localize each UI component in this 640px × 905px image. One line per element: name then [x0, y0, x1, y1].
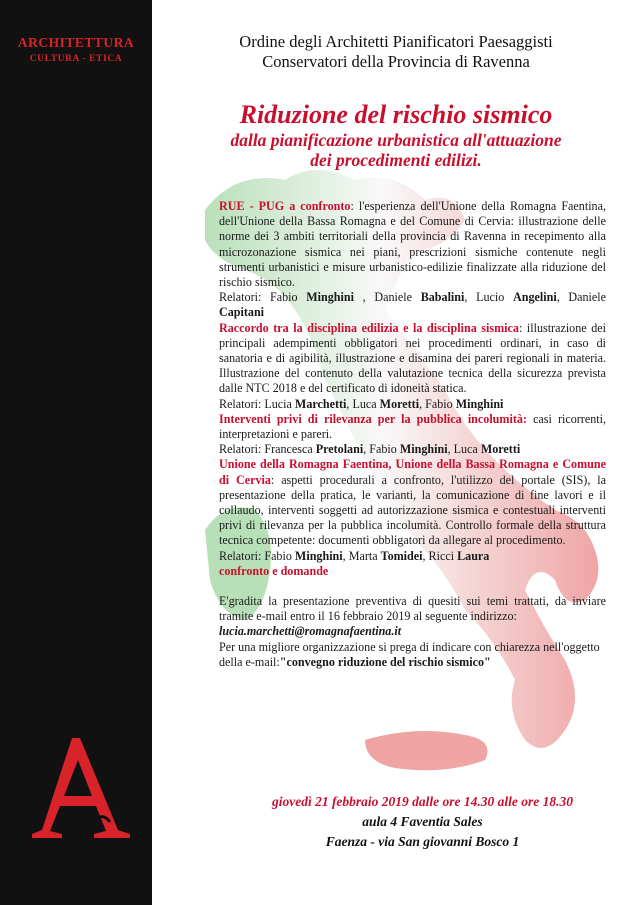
section-3-text: casi ricorrenti, interpretazioni e pareri. [219, 411, 606, 442]
section-2-speakers [219, 397, 606, 412]
event-title [152, 100, 640, 170]
speaker-name: Marchetti [294, 396, 347, 411]
speaker-separator: , Daniele [556, 290, 607, 305]
speaker-name: Minghini [294, 548, 343, 563]
notice-subject-text: Per una migliore organizzazione si prega di indicare con chiarezza nell'oggetto della e-mail: [219, 639, 600, 669]
section-2 [219, 321, 606, 397]
speaker-name: Laura [457, 548, 490, 563]
speaker-name: Minghini [455, 396, 504, 411]
spacer [219, 579, 606, 594]
event-date: giovedì 21 febbraio 2019 dalle ore 14.30 alle ore 18.30 [271, 794, 574, 809]
section-1 [219, 199, 606, 290]
speakers-label: Relatori: Francesca [219, 442, 316, 457]
speaker-name: Babalini [420, 290, 465, 305]
header-organization [152, 32, 640, 72]
speaker-separator: , Ricci [422, 548, 458, 563]
speaker-separator: , Lucio [464, 290, 513, 305]
event-room: aula 4 Faventia Sales [362, 814, 483, 829]
speaker-name: Tomidei [380, 548, 423, 563]
speaker-name: Minghini [399, 442, 448, 457]
brand-title: ARCHITETTURA [17, 35, 135, 50]
section-1-text: : l'esperienza dell'Unione della Romagna Faentina, dell'Unione della Bassa Romagna e del Comune di Cervia: illustrazione delle norme dei 3 ambiti territoriali della provincia di Ravenna in recepimento alla microzonazione sismica nei piani, prescrizioni sismiche contenute negli strumenti urbanistici e misure urbanistico-edilizie finalizzate alla riduzione del rischio sismico. [219, 199, 606, 290]
sidebar [0, 0, 152, 905]
speaker-name: Angelini [513, 290, 557, 305]
sidebar-brand [0, 34, 152, 66]
section-4 [219, 457, 606, 548]
speaker-name: Moretti [379, 396, 420, 411]
section-3 [219, 412, 606, 442]
contact-email: lucia.marchetti@romagnafaentina.it [219, 624, 402, 639]
speaker-name: Moretti [480, 442, 521, 457]
title-subtitle-2: dei procedimenti edilizi. [310, 150, 482, 170]
section-2-heading: Raccordo tra la disciplina edilizia e la disciplina sismica [219, 320, 519, 335]
event-details [205, 792, 640, 852]
speakers-label: Relatori: Fabio [219, 290, 307, 305]
speaker-separator: , Daniele [353, 290, 421, 305]
speakers-label: Relatori: Lucia [219, 396, 295, 411]
section-1-heading: RUE - PUG a confronto [219, 199, 351, 213]
speaker-separator: , Fabio [363, 442, 400, 457]
speaker-name: Minghini [306, 290, 354, 305]
section-4-heading: Unione della Romagna Faentina, Unione della Bassa Romagna e Comune di Cervia [219, 457, 606, 487]
closing-discussion: confronto e domande [219, 563, 329, 578]
section-4-speakers [219, 549, 606, 564]
title-main: Riduzione del rischio sismico [239, 100, 553, 129]
speaker-name: Pretolani [315, 442, 364, 457]
notice-subject-paragraph [219, 640, 606, 670]
section-4-text: : aspetti procedurali a confronto, l'utilizzo del portale (SIS), la presentazione della pratica, le varianti, la comunicazione di fine lavori e il collaudo, interventi soggetti ad autorizzazione sismica e contestuali interventi privi di rilevanza per la pubblica incolumità. Controllo formale della struttura tecnica competente: documenti obbligatori da allegare al procedimento. [219, 472, 606, 548]
section-2-text: : illustrazione dei principali adempimenti obbligatori nei procedimenti ordinari, in caso di sanatoria e di agibilità, illustrazione e disamina dei pareri regionali in materia. Illustrazione del contenuto della valutazione tecnica della sicurezza prevista dalle NTC 2018 e del certificato di idoneità statica. [219, 320, 606, 396]
speaker-separator: , Luca [447, 442, 481, 457]
speakers-label: Relatori: Fabio [219, 548, 295, 563]
notice-paragraph: E'gradita la presentazione preventiva di quesiti sui temi trattati, da inviare tramite e-mail entro il 16 febbraio 2019 al seguente indirizzo: [219, 594, 606, 624]
email-subject: "convegno riduzione del rischio sismico" [279, 654, 491, 669]
architettura-logo-icon [26, 730, 136, 850]
speaker-separator: , Luca [346, 396, 380, 411]
section-3-heading: Interventi privi di rilevanza per la pubblica incolumità: [219, 411, 527, 426]
event-address: Faenza - via San giovanni Bosco 1 [325, 834, 520, 849]
header-line-1: Ordine degli Architetti Pianificatori Paesaggisti [239, 32, 553, 51]
section-1-speakers [219, 290, 606, 320]
speaker-separator: , Marta [342, 548, 381, 563]
header-line-2: Conservatori della Provincia di Ravenna [262, 52, 530, 71]
program-body [219, 199, 606, 670]
speaker-separator: , Fabio [419, 396, 456, 411]
section-3-speakers [219, 442, 606, 457]
title-subtitle-1: dalla pianificazione urbanistica all'attuazione [230, 130, 562, 150]
speaker-name: Capitani [219, 305, 265, 320]
brand-tagline: CULTURA - ETICA [29, 54, 123, 64]
